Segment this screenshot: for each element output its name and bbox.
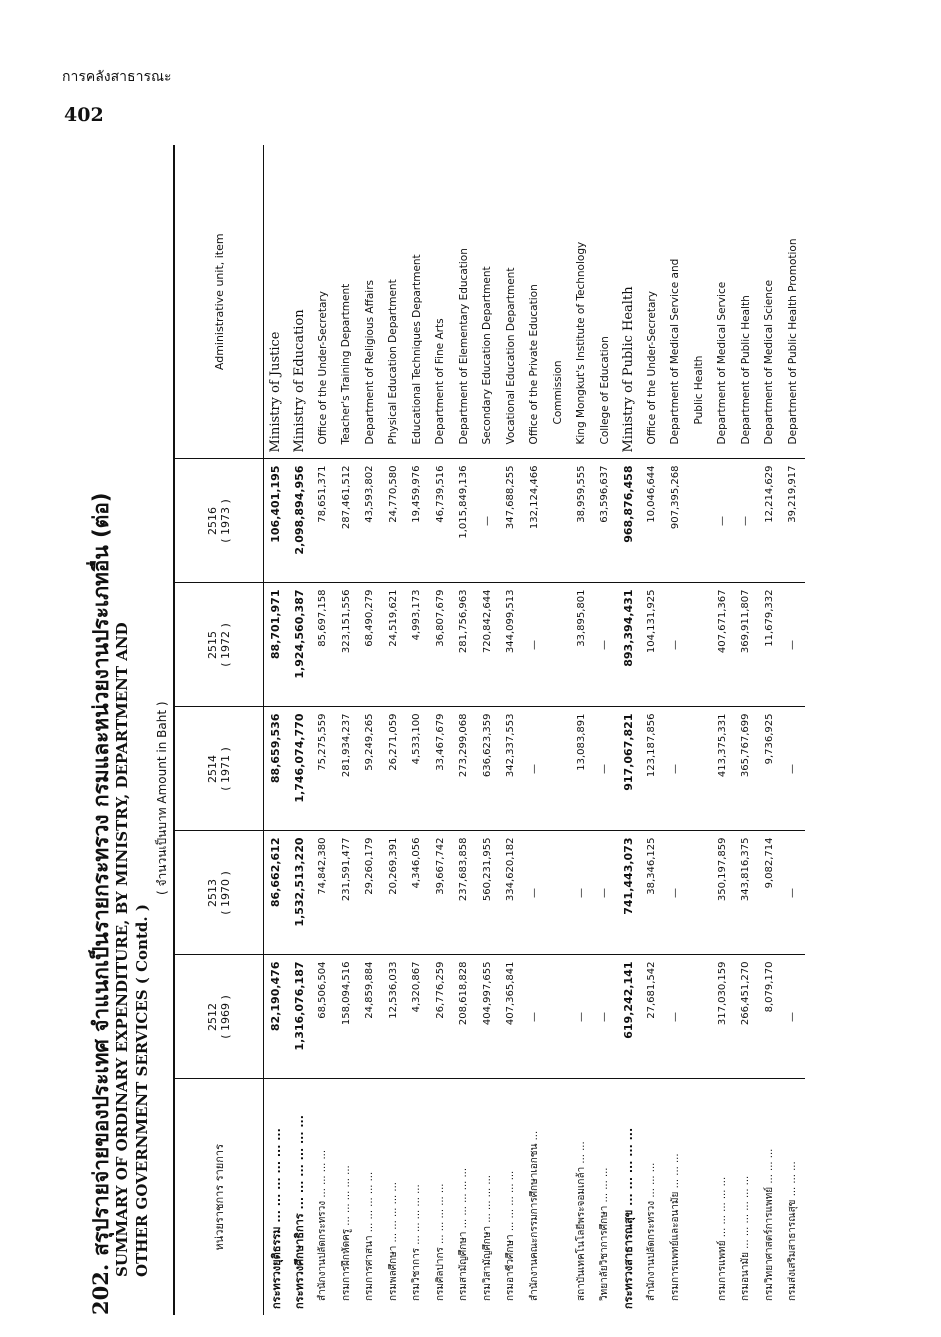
table-row bbox=[640, 145, 664, 1315]
amount-cell: 342,337,553 bbox=[499, 707, 523, 831]
amount-cell: 8,079,170 bbox=[758, 955, 782, 1079]
amount-cell: — bbox=[664, 707, 688, 831]
table-title-thai-text: สรุปรายจ่ายของประเทศ จำแนกเป็นรายกระทรวง กรมและหน่วยงานประเภทอื่น (ต่อ) bbox=[89, 492, 113, 1256]
amount-cell: 287,461,512 bbox=[335, 459, 359, 583]
amount-cell: 33,467,679 bbox=[429, 707, 453, 831]
amount-cell: 19,459,976 bbox=[405, 459, 429, 583]
table-row bbox=[382, 145, 406, 1315]
amount-cell bbox=[546, 583, 570, 707]
amount-cell bbox=[546, 831, 570, 955]
column-header-year bbox=[174, 583, 264, 707]
amount-cell: 68,490,279 bbox=[358, 583, 382, 707]
table-row bbox=[358, 145, 382, 1315]
table-header-row bbox=[174, 145, 264, 1315]
amount-cell: 24,519,621 bbox=[382, 583, 406, 707]
unit-english-cell: King Mongkut's Institute of Technology bbox=[570, 145, 594, 459]
table-title-block bbox=[85, 145, 173, 1315]
amount-cell: 12,536,033 bbox=[382, 955, 406, 1079]
table-row bbox=[264, 145, 288, 1315]
amount-cell: 4,320,867 bbox=[405, 955, 429, 1079]
amount-cell: 365,767,699 bbox=[734, 707, 758, 831]
amount-cell: 741,443,073 bbox=[617, 831, 641, 955]
running-header: การคลังสาธารณะ bbox=[62, 69, 172, 85]
amount-cell: — bbox=[570, 955, 594, 1079]
amount-cell: 407,365,841 bbox=[499, 955, 523, 1079]
amount-cell: 350,197,859 bbox=[711, 831, 735, 955]
amount-cell: 43,593,802 bbox=[358, 459, 382, 583]
unit-english-cell: Teacher's Training Department bbox=[335, 145, 359, 459]
column-header-unit-thai: หน่วยราชการ รายการ bbox=[174, 1079, 264, 1315]
amount-cell: 106,401,195 bbox=[264, 459, 288, 583]
unit-thai-cell bbox=[687, 1079, 711, 1315]
table-row bbox=[734, 145, 758, 1315]
unit-thai-cell: กรมวิสามัญศึกษา ... ... ... ... bbox=[481, 1175, 493, 1301]
table-row bbox=[429, 145, 453, 1315]
amount-cell: — bbox=[593, 583, 617, 707]
amount-cell: 39,667,742 bbox=[429, 831, 453, 955]
amount-cell: 24,770,580 bbox=[382, 459, 406, 583]
table-row bbox=[546, 145, 570, 1315]
amount-cell: 619,242,141 bbox=[617, 955, 641, 1079]
amount-cell: — bbox=[476, 459, 500, 583]
unit-thai-cell: กรมอนามัย ... ... ... ... ... ... bbox=[740, 1175, 752, 1301]
amount-cell: 12,214,629 bbox=[758, 459, 782, 583]
amount-cell: 4,346,056 bbox=[405, 831, 429, 955]
unit-english-cell: Department of Elementary Education bbox=[452, 145, 476, 459]
amount-cell: 11,679,332 bbox=[758, 583, 782, 707]
unit-thai-cell: กรมศิลปากร ... ... ... ... ... bbox=[434, 1183, 446, 1301]
amount-cell: 334,620,182 bbox=[499, 831, 523, 955]
unit-thai-cell bbox=[546, 1079, 570, 1315]
amount-cell: 82,190,476 bbox=[264, 955, 288, 1079]
amount-cell: 317,030,159 bbox=[711, 955, 735, 1079]
column-header-year bbox=[174, 707, 264, 831]
table-title-english-line1: SUMMARY OF ORDINARY EXPENDITURE, BY MINISTRY, DEPARTMENT AND bbox=[113, 622, 131, 1277]
amount-cell: 85,697,158 bbox=[311, 583, 335, 707]
amount-cell: 10,046,644 bbox=[640, 459, 664, 583]
year-be: 2515 bbox=[206, 631, 219, 659]
table-row bbox=[617, 145, 641, 1315]
amount-cell: — bbox=[523, 583, 547, 707]
amount-cell: 75,275,559 bbox=[311, 707, 335, 831]
unit-english-cell: Public Health bbox=[687, 145, 711, 459]
amount-cell: 63,596,637 bbox=[593, 459, 617, 583]
column-header-year bbox=[174, 459, 264, 583]
amount-cell: 4,993,173 bbox=[405, 583, 429, 707]
unit-thai-cell: กรมสามัญศึกษา ... ... ... ... ... bbox=[458, 1167, 470, 1301]
amount-cell: — bbox=[781, 831, 805, 955]
amount-cell bbox=[546, 459, 570, 583]
amount-cell: 404,997,655 bbox=[476, 955, 500, 1079]
unit-thai-cell: กระทรวงสาธารณสุข ... ... ... ... ... bbox=[622, 1127, 636, 1309]
table-row bbox=[499, 145, 523, 1315]
unit-thai-cell: กรมส่งเสริมสาธารณสุข ... ... ... bbox=[787, 1161, 799, 1301]
amount-cell: 893,394,431 bbox=[617, 583, 641, 707]
table-row bbox=[711, 145, 735, 1315]
amount-cell: 1,015,849,136 bbox=[452, 459, 476, 583]
amount-cell: 281,934,237 bbox=[335, 707, 359, 831]
amount-cell: 273,299,068 bbox=[452, 707, 476, 831]
unit-thai-cell: กรมการแพทย์ ... ... ... ... ... bbox=[716, 1176, 728, 1301]
amount-cell: — bbox=[593, 831, 617, 955]
unit-thai-cell: กรมการฝึกหัดครู ... ... ... ... ... bbox=[340, 1165, 352, 1301]
unit-thai-cell: สำนักงานปลัดกระทรวง ... ... ... bbox=[646, 1162, 658, 1301]
amount-cell: — bbox=[523, 707, 547, 831]
amount-cell: 59,249,265 bbox=[358, 707, 382, 831]
amount-cell: 237,683,858 bbox=[452, 831, 476, 955]
amount-cell bbox=[687, 707, 711, 831]
table-number: 202. bbox=[88, 1263, 113, 1315]
amount-cell: — bbox=[664, 831, 688, 955]
amount-cell: 78,651,371 bbox=[311, 459, 335, 583]
unit-thai-cell: กรมอาชีวศึกษา ... ... ... ... ... bbox=[505, 1170, 517, 1301]
unit-english-cell: Educational Techniques Department bbox=[405, 145, 429, 459]
amount-cell: 413,375,331 bbox=[711, 707, 735, 831]
page-number: 402 bbox=[64, 104, 104, 126]
amount-unit-note: ( จำนวนเป็นบาท Amount in Baht ) bbox=[155, 701, 169, 895]
amount-cell: 2,098,894,956 bbox=[288, 459, 312, 583]
column-header-year bbox=[174, 831, 264, 955]
amount-cell: 86,662,612 bbox=[264, 831, 288, 955]
column-header-year bbox=[174, 955, 264, 1079]
table-title-english-line2: OTHER GOVERNMENT SERVICES ( Contd. ) bbox=[133, 904, 151, 1277]
unit-thai-cell: กระทรวงศึกษาธิการ ... ... ... ... ... ... bbox=[293, 1115, 307, 1309]
table-row bbox=[758, 145, 782, 1315]
amount-cell: 13,083,891 bbox=[570, 707, 594, 831]
unit-thai-cell: กรมวิชาการ ... ... ... ... ... bbox=[411, 1184, 423, 1301]
year-ad: ( 1970 ) bbox=[219, 871, 232, 915]
amount-cell: 158,094,516 bbox=[335, 955, 359, 1079]
unit-thai-cell: กระทรวงยุติธรรม ... ... ... ... ... ... bbox=[269, 1128, 283, 1309]
amount-cell: 9,082,714 bbox=[758, 831, 782, 955]
amount-cell bbox=[546, 955, 570, 1079]
unit-english-cell: Department of Religious Affairs bbox=[358, 145, 382, 459]
amount-cell: 88,659,536 bbox=[264, 707, 288, 831]
unit-english-cell: Office of the Private Education bbox=[523, 145, 547, 459]
amount-cell: 266,451,270 bbox=[734, 955, 758, 1079]
unit-english-cell: Department of Medical Service bbox=[711, 145, 735, 459]
unit-english-cell: Department of Public Health bbox=[734, 145, 758, 459]
table-row bbox=[570, 145, 594, 1315]
unit-english-cell: Secondary Education Department bbox=[476, 145, 500, 459]
unit-english-cell: Ministry of Public Health bbox=[617, 145, 641, 459]
amount-cell: — bbox=[593, 955, 617, 1079]
amount-cell: 720,842,644 bbox=[476, 583, 500, 707]
amount-cell: 104,131,925 bbox=[640, 583, 664, 707]
year-be: 2516 bbox=[206, 507, 219, 535]
amount-cell: — bbox=[664, 955, 688, 1079]
amount-cell: 907,395,268 bbox=[664, 459, 688, 583]
amount-cell: — bbox=[570, 831, 594, 955]
table-body bbox=[264, 145, 805, 1315]
year-ad: ( 1972 ) bbox=[219, 623, 232, 667]
amount-cell: 123,187,856 bbox=[640, 707, 664, 831]
amount-cell: 9,736,925 bbox=[758, 707, 782, 831]
unit-english-cell: Vocational Education Department bbox=[499, 145, 523, 459]
amount-cell: 231,591,477 bbox=[335, 831, 359, 955]
unit-thai-cell: สำนักงานคณะกรรมการศึกษาเอกชน ... bbox=[528, 1130, 540, 1301]
amount-cell: 46,739,516 bbox=[429, 459, 453, 583]
amount-cell: 1,316,076,187 bbox=[288, 955, 312, 1079]
table-row bbox=[523, 145, 547, 1315]
year-be: 2514 bbox=[206, 755, 219, 783]
rotated-table-frame bbox=[88, 145, 890, 1315]
unit-english-cell: Department of Medical Science bbox=[758, 145, 782, 459]
amount-cell: 968,876,458 bbox=[617, 459, 641, 583]
amount-cell: 281,756,963 bbox=[452, 583, 476, 707]
table-row bbox=[311, 145, 335, 1315]
amount-cell: 20,269,391 bbox=[382, 831, 406, 955]
unit-english-cell: Department of Fine Arts bbox=[429, 145, 453, 459]
amount-cell: — bbox=[711, 459, 735, 583]
table-row bbox=[288, 145, 312, 1315]
amount-cell: 88,701,971 bbox=[264, 583, 288, 707]
table-row bbox=[476, 145, 500, 1315]
amount-cell: 407,671,367 bbox=[711, 583, 735, 707]
amount-cell: 1,746,074,770 bbox=[288, 707, 312, 831]
unit-english-cell: Office of the Under-Secretary bbox=[640, 145, 664, 459]
amount-cell: 1,532,513,220 bbox=[288, 831, 312, 955]
amount-cell: 36,807,679 bbox=[429, 583, 453, 707]
unit-thai-cell: สถาบันเทคโนโลยีพระจอมเกล้า ... ... bbox=[575, 1141, 587, 1301]
table-row bbox=[687, 145, 711, 1315]
amount-cell bbox=[687, 831, 711, 955]
unit-english-cell: Physical Education Department bbox=[382, 145, 406, 459]
unit-english-cell: Department of Medical Service and bbox=[664, 145, 688, 459]
amount-cell: — bbox=[734, 459, 758, 583]
amount-cell: 38,346,125 bbox=[640, 831, 664, 955]
unit-english-cell: Ministry of Justice bbox=[264, 145, 288, 459]
amount-cell: 917,067,821 bbox=[617, 707, 641, 831]
amount-cell: 27,681,542 bbox=[640, 955, 664, 1079]
amount-cell bbox=[687, 583, 711, 707]
unit-english-cell: Ministry of Education bbox=[288, 145, 312, 459]
amount-cell: — bbox=[781, 955, 805, 1079]
amount-cell: 39,219,917 bbox=[781, 459, 805, 583]
year-ad: ( 1969 ) bbox=[219, 995, 232, 1039]
amount-cell: 74,842,380 bbox=[311, 831, 335, 955]
unit-english-cell: Department of Public Health Promotion bbox=[781, 145, 805, 459]
amount-cell: 38,959,555 bbox=[570, 459, 594, 583]
amount-cell: — bbox=[523, 955, 547, 1079]
unit-thai-cell: กรมพลศึกษา ... ... ... ... ... bbox=[387, 1182, 399, 1301]
amount-cell: 29,260,179 bbox=[358, 831, 382, 955]
table-row bbox=[335, 145, 359, 1315]
amount-cell: 26,776,259 bbox=[429, 955, 453, 1079]
amount-cell: 68,506,504 bbox=[311, 955, 335, 1079]
amount-cell: 4,533,100 bbox=[405, 707, 429, 831]
unit-english-cell: Commission bbox=[546, 145, 570, 459]
amount-cell: 1,924,560,387 bbox=[288, 583, 312, 707]
unit-thai-cell: กรมวิทยาศาสตร์การแพทย์ ... ... ... bbox=[763, 1148, 775, 1301]
unit-thai-cell: สำนักงานปลัดกระทรวง ... ... ... ... bbox=[317, 1149, 329, 1301]
amount-cell bbox=[546, 707, 570, 831]
amount-cell: 347,688,255 bbox=[499, 459, 523, 583]
unit-thai-cell: กรมการแพทย์และอนามัย ... ... ... bbox=[669, 1153, 681, 1301]
table-row bbox=[781, 145, 805, 1315]
amount-cell: — bbox=[664, 583, 688, 707]
expenditure-table bbox=[173, 145, 805, 1315]
amount-cell: 24,859,884 bbox=[358, 955, 382, 1079]
amount-cell: 208,618,828 bbox=[452, 955, 476, 1079]
amount-cell: — bbox=[593, 707, 617, 831]
year-ad: ( 1973 ) bbox=[219, 499, 232, 543]
amount-cell: 323,151,556 bbox=[335, 583, 359, 707]
amount-cell: — bbox=[781, 707, 805, 831]
amount-cell: 132,124,466 bbox=[523, 459, 547, 583]
amount-cell: — bbox=[523, 831, 547, 955]
amount-cell bbox=[687, 459, 711, 583]
amount-cell: 344,099,513 bbox=[499, 583, 523, 707]
table-row bbox=[593, 145, 617, 1315]
unit-english-cell: College of Education bbox=[593, 145, 617, 459]
amount-cell: 33,895,801 bbox=[570, 583, 594, 707]
year-be: 2512 bbox=[206, 1003, 219, 1031]
amount-cell: — bbox=[781, 583, 805, 707]
table-row bbox=[405, 145, 429, 1315]
amount-cell: 560,231,955 bbox=[476, 831, 500, 955]
amount-cell bbox=[687, 955, 711, 1079]
year-be: 2513 bbox=[206, 879, 219, 907]
column-header-unit-english: Administrative unit, item bbox=[174, 145, 264, 459]
table-row bbox=[452, 145, 476, 1315]
unit-thai-cell: กรมการศาสนา ... ... ... ... ... bbox=[364, 1171, 376, 1301]
unit-thai-cell: วิทยาลัยวิชาการศึกษา ... ... ... bbox=[599, 1167, 611, 1301]
amount-cell: 636,623,359 bbox=[476, 707, 500, 831]
unit-english-cell: Office of the Under-Secretary bbox=[311, 145, 335, 459]
table-row bbox=[664, 145, 688, 1315]
year-ad: ( 1971 ) bbox=[219, 747, 232, 791]
amount-cell: 26,271,059 bbox=[382, 707, 406, 831]
amount-cell: 343,816,375 bbox=[734, 831, 758, 955]
amount-cell: 369,911,807 bbox=[734, 583, 758, 707]
